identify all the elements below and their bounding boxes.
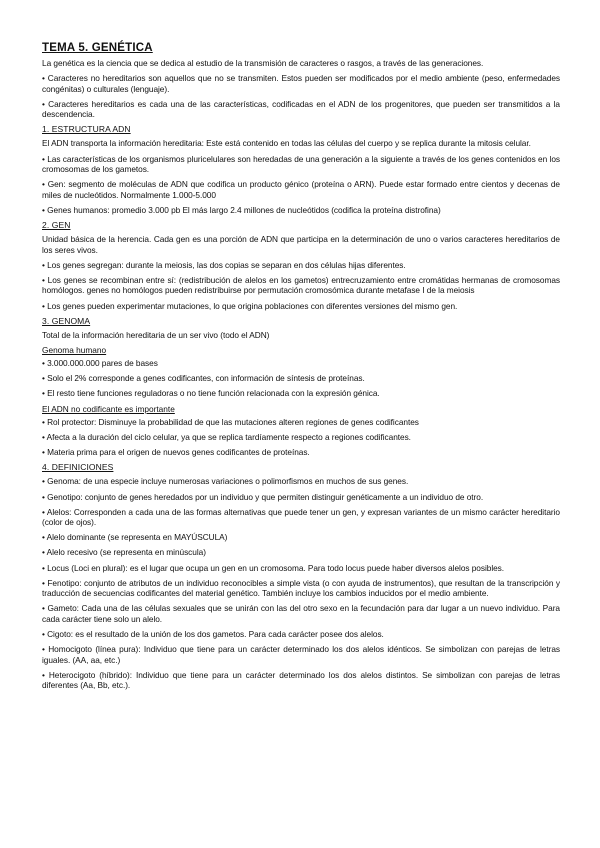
definition-item: • Fenotipo: conjunto de atributos de un individuo reconocibles a simple vista (o con ayuda de instrumentos), que resultan de la transcripción y traducción de secuencias codificantes del material genético. También incluye los cambios inducidos por el medio ambiente. [42, 577, 560, 599]
section-bullet: • Genes humanos: promedio 3.000 pb El más largo 2.4 millones de nucleótidos (codifica la proteína distrofina) [42, 204, 441, 215]
section-bullet: • Los genes segregan: durante la meiosis, las dos copias se separan en dos células hijas diferentes. [42, 259, 406, 270]
section-bullet: • El resto tiene funciones reguladoras o no tiene función relacionada con la expresión génica. [42, 388, 380, 399]
intro-bullet: • Caracteres no hereditarios son aquellos que no se transmiten. Estos pueden ser modificados por el medio ambiente (peso, enfermedades congénitas) o culturales (lenguaje). [42, 73, 560, 94]
section-heading-genoma: 3. GENOMA [42, 315, 91, 326]
document-page [42, 42, 560, 695]
definition-item: • Alelos: Corresponden a cada una de las formas alternativas que puede tener un gen, y expresan variantes de un mismo carácter hereditario (color de ojos). [42, 506, 560, 528]
definition-item: • Alelo dominante (se representa en MAYÚSCULA) [42, 532, 228, 543]
definition-item: • Locus (Loci en plural): es el lugar que ocupa un gen en un cromosoma. Para todo locus puede haber diversos alelos posibles. [42, 562, 505, 573]
section-bullet: • Los genes se recombinan entre sí: (redistribución de alelos en los gametos) entrecruzamiento entre cromátidas hermanas de cromosomas homólogos. genes no homólogos pueden redistribuirse por permutación cromosómica durante metafase I de la meiosis [42, 274, 560, 296]
section-bullet: • Solo el 2% corresponde a genes codificantes, con información de síntesis de proteínas. [42, 373, 365, 384]
intro-bullet: • Caracteres hereditarios es cada una de las características, codificadas en el ADN de los progenitores, que pueden ser transmitidos a la descendencia. [42, 98, 560, 120]
subheading-adn-no-codificante: El ADN no codificante es importante [42, 403, 175, 414]
document-title: TEMA 5. GENÉTICA [42, 42, 153, 54]
section-bullet: • 3.000.000.000 pares de bases [42, 358, 158, 369]
section-bullet: • Rol protector: Disminuye la probabilidad de que las mutaciones alteren regiones de genes codificantes [42, 417, 419, 428]
definition-item: • Heterocigoto (híbrido): Individuo que tiene para un carácter determinado los dos alelos distintos. Se simbolizan con parejas de letras diferentes (Aa, Bb, etc.). [42, 669, 560, 691]
section-heading-estructura-adn: 1. ESTRUCTURA ADN [42, 124, 131, 135]
section-heading-gen: 2. GEN [42, 220, 71, 231]
definition-item: • Homocigoto (línea pura): Individuo que tiene para un carácter determinado los dos alelos idénticos. Se simbolizan con parejas de letras iguales. (AA, aa, etc.) [42, 644, 560, 665]
section-bullet: • Materia prima para el origen de nuevos genes codificantes de proteínas. [42, 447, 310, 458]
definition-item: • Gameto: Cada una de las células sexuales que se unirán con las del otro sexo en la fecundación para dar lugar a un nuevo individuo. Para cada carácter tiene solo un alelo. [42, 603, 560, 624]
section-bullet: • Afecta a la duración del ciclo celular, ya que se replica tardíamente respecto a regiones codificantes. [42, 432, 411, 443]
subheading-genoma-humano: Genoma humano [42, 344, 107, 355]
section-bullet: • Los genes pueden experimentar mutaciones, lo que origina poblaciones con diferentes versiones del mismo gen. [42, 300, 458, 311]
intro-paragraph: La genética es la ciencia que se dedica al estudio de la transmisión de caracteres o rasgos, a través de las generaciones. [42, 58, 484, 68]
section-bullet: • Gen: segmento de moléculas de ADN que codifica un producto génico (proteína o ARN). Puede estar formado entre cientos y decenas de miles de nucleótidos. Normalmente 1.000-5.000 [42, 179, 560, 200]
definition-item: • Cigoto: es el resultado de la unión de los dos gametos. Para cada carácter posee dos alelos. [42, 628, 384, 639]
section-paragraph: Unidad básica de la herencia. Cada gen es una porción de ADN que participa en la determinación de uno o varios caracteres hereditarios de los seres vivos. [42, 234, 560, 255]
section-paragraph: Total de la información hereditaria de un ser vivo (todo el ADN) [42, 329, 270, 340]
section-bullet: • Las características de los organismos pluricelulares son heredadas de una generación a la siguiente a través de los genes contenidos en los cromosomas de los gametos. [42, 153, 560, 175]
section-paragraph: El ADN transporta la información hereditaria: Este está contenido en todas las células del cuerpo y se replica durante la mitosis celular. [42, 138, 531, 149]
definition-item: • Genoma: de una especie incluye numerosas variaciones o polimorfismos en muchos de sus genes. [42, 476, 409, 487]
section-heading-definiciones: 4. DEFINICIONES [42, 462, 114, 473]
definition-item: • Genotipo: conjunto de genes heredados por un individuo y que permiten distinguir genéticamente a un individuo de otro. [42, 491, 484, 502]
definition-item: • Alelo recesivo (se representa en minúscula) [42, 547, 206, 558]
